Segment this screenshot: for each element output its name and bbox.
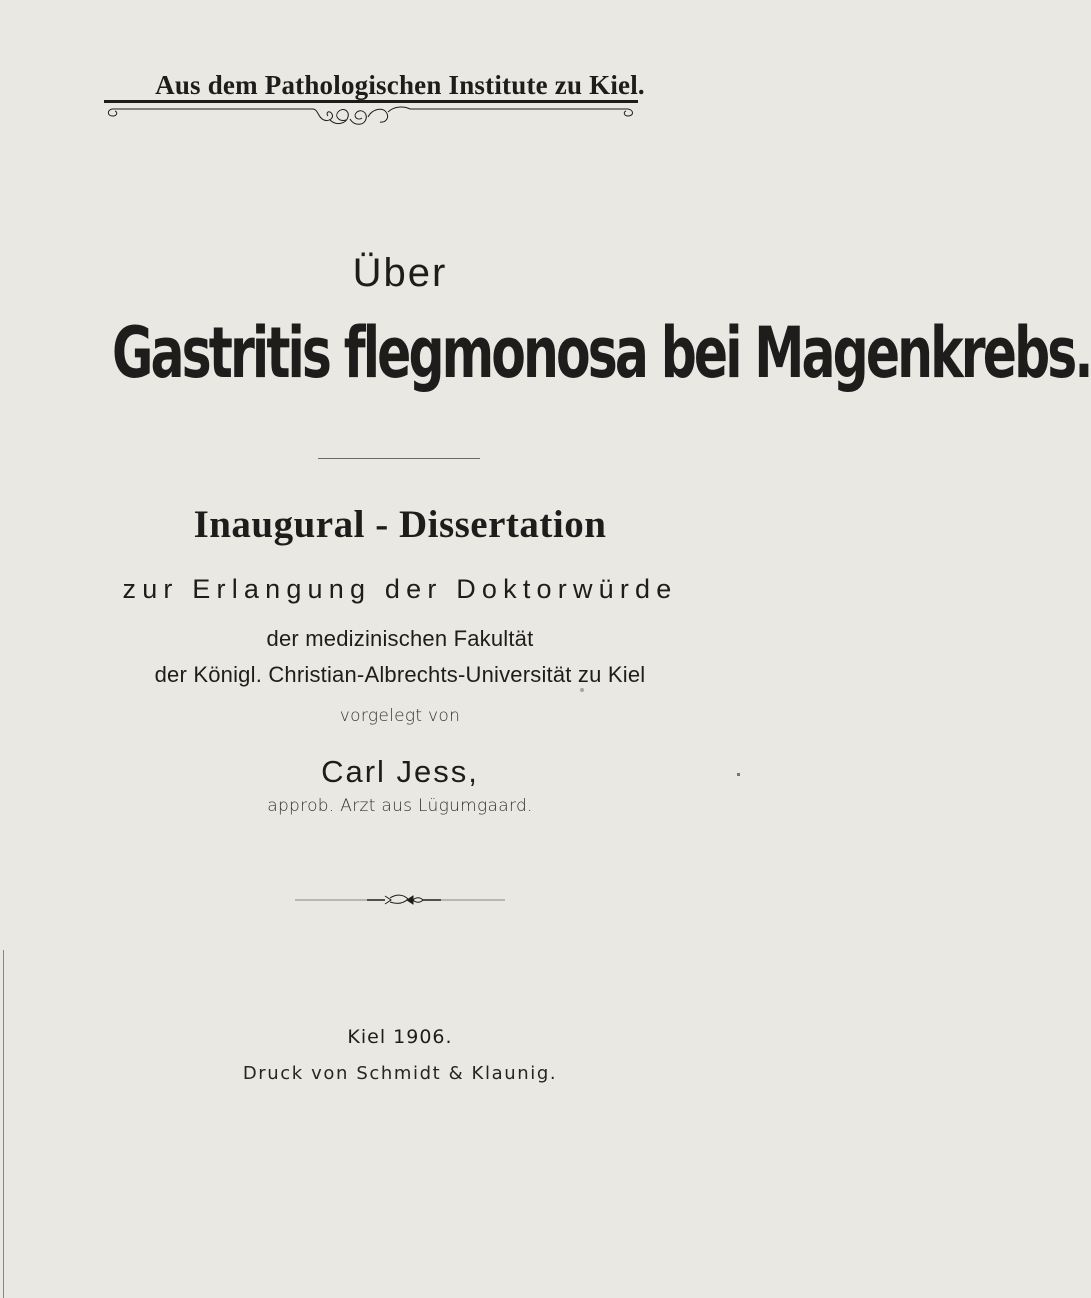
university-line: der Königl. Christian-Albrechts-Universität zu Kiel [154, 662, 646, 687]
faculty-line: der medizinischen Fakultät [266, 626, 534, 651]
place-and-year: Kiel 1906. [347, 1026, 453, 1048]
title-divider [318, 458, 480, 459]
ink-speck [580, 688, 584, 692]
dissertation-type: Inaugural - Dissertation [193, 503, 607, 546]
page-edge-mark [3, 950, 4, 1298]
printer-line: Druck von Schmidt & Klaunig. [242, 1063, 558, 1084]
dissertation-purpose: zur Erlangung der Doktorwürde [122, 574, 678, 604]
divider-ornament-icon [295, 892, 505, 908]
author-name: Carl Jess, [321, 754, 479, 789]
main-title: Gastritis flegmonosa bei Magenkrebs. [112, 312, 1091, 394]
top-ornament-icon [108, 104, 634, 130]
presented-by-label: vorgelegt von [339, 706, 461, 726]
author-credential: approb. Arzt aus Lügumgaard. [267, 796, 533, 816]
ink-speck-right [737, 773, 740, 776]
institute-heading: Aus dem Pathologischen Institute zu Kiel. [155, 70, 645, 100]
title-preposition: Über [352, 251, 448, 295]
top-rule [104, 100, 638, 103]
